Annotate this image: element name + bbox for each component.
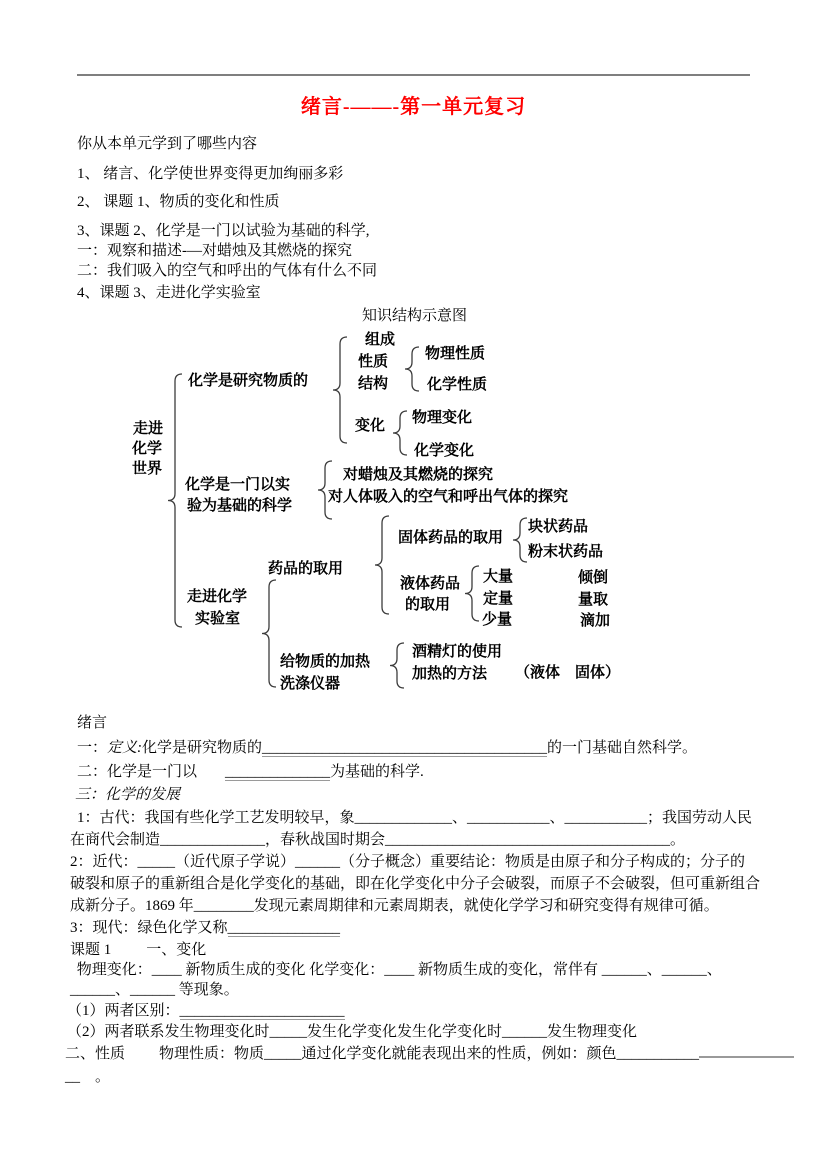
node-heating-method: 加热的方法 <box>412 666 488 682</box>
definition-tail: 的一门基础自然科学。 <box>547 740 698 756</box>
basis-tail: 为基础的科学. <box>330 764 424 780</box>
review-ancient-line1: 1：古代：我国有些化学工艺发明较早，象_____________、___________、___________；我国劳动人民 <box>77 810 753 826</box>
intro-lead: 你从本单元学到了哪些内容 <box>77 136 258 152</box>
difference-prefix: （1）两者区别： <box>67 1003 180 1019</box>
intro-item: 4、课题 3、走进化学实验室 <box>77 285 261 301</box>
node-large-amount: 大量 <box>483 569 514 585</box>
topic-label: 课题 1 <box>70 942 112 958</box>
present-blank: _______________ <box>227 920 341 936</box>
brace-liquid-group <box>465 566 479 621</box>
review-modern-line3: 成新分子。1869 年________发现元素周期律和元素周期表，就使化学学习和研究变得有规律可循。 <box>70 898 719 914</box>
property-prefix: 二、性质 <box>65 1046 126 1062</box>
review-property-line1 <box>65 1043 794 1063</box>
present-prefix: 3：现代：绿色化学又称 <box>70 920 228 936</box>
brace-composition-group <box>333 337 347 443</box>
property-mid: 物理性质：物质_____通过化学变化就能表现出来的性质，例如：颜色 <box>159 1046 617 1062</box>
brace-property-group <box>405 347 419 391</box>
review-change-line1: 物理变化：____ 新物质生成的变化 化学变化：____ 新物质生成的变化，常伴有 ______、______、 <box>73 962 722 978</box>
node-liquid-reagent-line1: 液体药品 <box>400 576 461 592</box>
node-alcohol-lamp: 酒精灯的使用 <box>412 644 503 660</box>
node-breath-inquiry: 对人体吸入的空气和呼出气体的探究 <box>328 489 569 505</box>
intro-item: 1、 绪言、化学使世界变得更加绚丽多彩 <box>77 166 344 182</box>
node-quantitative: 定量 <box>483 591 514 607</box>
definition-blank: ______________________________________ <box>262 740 548 756</box>
node-change: 变化 <box>355 418 386 434</box>
node-composition: 组成 <box>365 332 396 348</box>
review-ancient-line2: 在商代会制造______________，春秋战国时期会______________________________________。 <box>70 832 686 848</box>
review-definition-line <box>77 739 697 757</box>
review-topic-line <box>70 941 206 959</box>
review-present-line <box>70 919 340 937</box>
review-property-line2: __ 。 <box>65 1069 111 1085</box>
node-enter-lab-line2: 实验室 <box>195 611 241 627</box>
review-difference-line <box>67 1002 345 1020</box>
review-change-line2: ______、______ 等现象。 <box>70 982 239 998</box>
intro-item: 3、课题 2、化学是一门以试验为基础的科学, <box>77 223 370 239</box>
basis-prefix: 二：化学是一门以 <box>77 764 198 780</box>
review-modern-line2: 破裂和原子的重新组合是化学变化的基础，即在化学变化中分子会破裂，而原子不会破裂，但可重新组合 <box>70 876 761 892</box>
node-measure: 量取 <box>578 592 609 608</box>
diagram-title: 知识结构示意图 <box>362 308 468 324</box>
node-drip: 滴加 <box>580 613 611 629</box>
brace-lab-group <box>262 580 276 687</box>
node-chemical-property: 化学性质 <box>427 377 488 393</box>
node-experiment-science-line1: 化学是一门以实 <box>185 477 291 493</box>
review-modern-line1: 2：近代：_____（近代原子学说）______（分子概念）重要结论：物质是由原子和分子构成的；分子的 <box>70 854 746 870</box>
definition-term: 定义: <box>107 740 143 756</box>
node-powder-reagent: 粉末状药品 <box>528 544 604 560</box>
definition-body: 化学是研究物质的 <box>142 740 263 756</box>
node-root-line3: 世界 <box>132 461 163 477</box>
node-experiment-science-line2: 验为基础的科学 <box>187 498 293 514</box>
intro-item: 一：观察和描述-—对蜡烛及其燃烧的探究 <box>77 243 352 259</box>
brace-root <box>168 374 182 627</box>
node-study-of-matter: 化学是研究物质的 <box>188 373 309 389</box>
node-block-reagent: 块状药品 <box>528 519 589 535</box>
node-candle-inquiry: 对蜡烛及其燃烧的探究 <box>343 467 494 483</box>
node-structure: 结构 <box>358 376 389 392</box>
node-heating-method-note: （液体 固体） <box>515 665 621 681</box>
review-development-heading: 三：化学的发展 <box>75 787 181 803</box>
brace-heating-group <box>390 643 404 688</box>
difference-blank: ______________________ <box>179 1003 345 1019</box>
node-chemical-change: 化学变化 <box>414 443 475 459</box>
basis-blank: ______________ <box>225 764 331 780</box>
node-root-line2: 化学 <box>132 441 163 457</box>
node-physical-property: 物理性质 <box>425 346 486 362</box>
review-heading: 绪言 <box>77 715 108 731</box>
node-liquid-reagent-line2: 的取用 <box>405 597 451 613</box>
node-root-line1: 走进 <box>133 421 164 437</box>
topic-sub: 一、变化 <box>146 942 207 958</box>
node-reagent-use: 药品的取用 <box>268 561 344 577</box>
property-blank: ___________ <box>616 1046 700 1062</box>
node-property: 性质 <box>358 354 389 370</box>
property-blank-line <box>699 1043 794 1058</box>
review-relation-line: （2）两者联系发生物理变化时_____发生化学变化发生化学变化时______发生物理变化 <box>67 1024 638 1040</box>
definition-prefix: 一： <box>77 740 108 756</box>
node-small-amount: 少量 <box>482 612 513 628</box>
brace-change-group <box>393 411 407 455</box>
node-washing-instruments: 洗涤仪器 <box>280 676 341 692</box>
review-basis-line <box>77 763 424 781</box>
node-heating-substance: 给物质的加热 <box>280 654 371 670</box>
node-physical-change: 物理变化 <box>412 410 473 426</box>
intro-item: 2、 课题 1、物质的变化和性质 <box>77 194 280 210</box>
node-pour: 倾倒 <box>578 570 609 586</box>
intro-item: 二：我们吸入的空气和呼出的气体有什么不同 <box>77 263 378 279</box>
node-solid-reagent: 固体药品的取用 <box>398 530 504 546</box>
brace-solid-group <box>513 518 527 562</box>
page-title: 绪言-——-第一单元复习 <box>300 96 527 118</box>
node-enter-lab-line1: 走进化学 <box>187 589 248 605</box>
brace-reagent-group <box>375 516 389 614</box>
header-divider <box>77 74 750 76</box>
